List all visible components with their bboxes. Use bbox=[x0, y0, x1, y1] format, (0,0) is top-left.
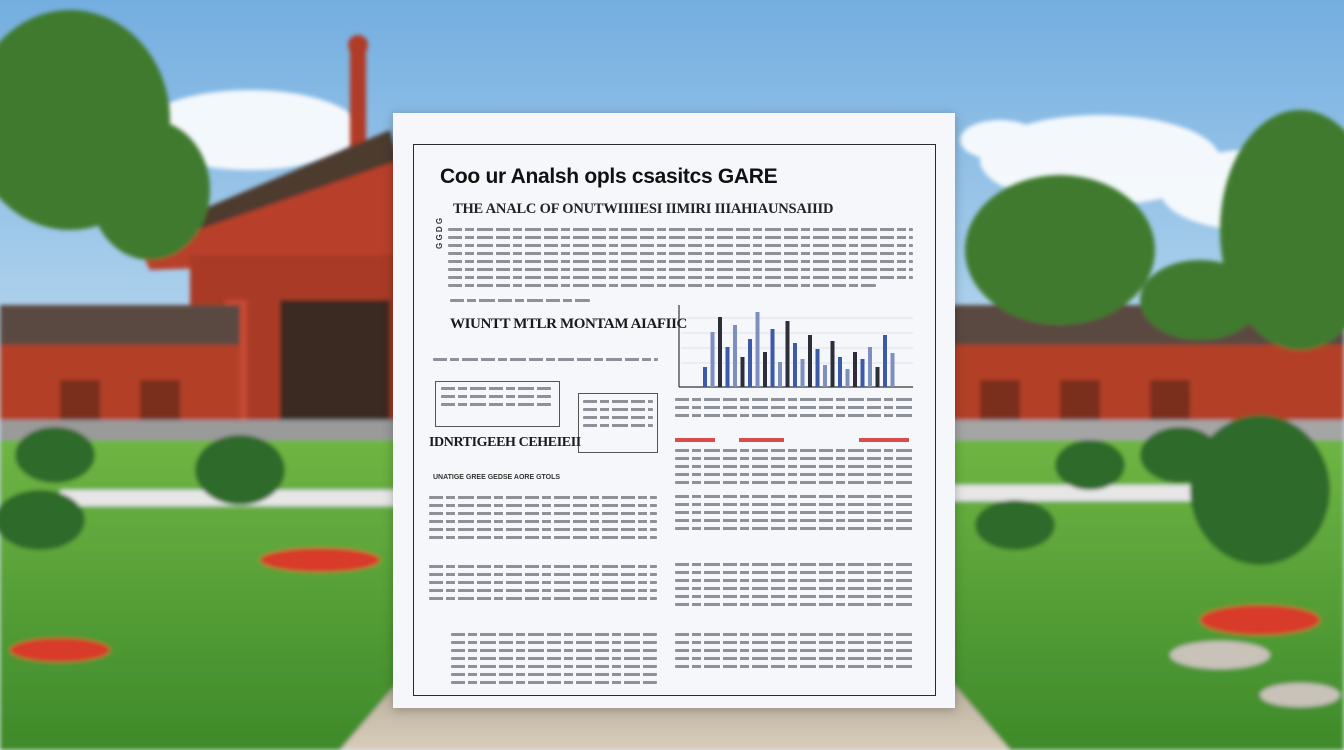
diagram-box-right-text bbox=[583, 400, 653, 432]
chart-bar bbox=[838, 357, 842, 387]
chart-bar bbox=[801, 359, 805, 387]
chart-bar bbox=[771, 329, 775, 387]
section-text bbox=[433, 358, 658, 366]
chart-bar bbox=[703, 367, 707, 387]
chart-bar bbox=[741, 357, 745, 387]
chart-bar bbox=[831, 341, 835, 387]
diagram-box-left-text bbox=[441, 387, 551, 411]
chart-bar bbox=[868, 347, 872, 387]
chart-bar bbox=[748, 339, 752, 387]
chart-bar bbox=[883, 335, 887, 387]
bottom-subheading: UNATIGE GREE GEDSE AORE GTOLS bbox=[433, 474, 561, 481]
chart-bar bbox=[823, 365, 827, 387]
document-subtitle: THE ANALC OF ONUTWIIIIESI IIMIRI IIIAHIAUNSAIIID bbox=[453, 201, 834, 217]
document-sheet bbox=[393, 113, 955, 708]
chart-bar bbox=[763, 352, 767, 387]
document-title: Coo ur Analsh opls csasitcs GARE bbox=[440, 165, 778, 188]
section-heading: WIUNTT MTLR MONTAM AIAFIIC bbox=[450, 316, 687, 332]
bottom-heading: IDNRTIGEEH CEHEIEII bbox=[429, 435, 581, 450]
chart-bar bbox=[726, 347, 730, 387]
chart-bar bbox=[786, 321, 790, 387]
chart-bar bbox=[733, 325, 737, 387]
chart-bar bbox=[861, 359, 865, 387]
document-side-tag: G G D G bbox=[435, 217, 444, 249]
chart-bar bbox=[816, 349, 820, 387]
left-column-text-3 bbox=[451, 633, 657, 689]
right-column-text-1 bbox=[675, 398, 915, 422]
right-column-text-5 bbox=[675, 633, 915, 673]
chart-bar bbox=[756, 312, 760, 387]
left-column-text-1 bbox=[429, 496, 657, 544]
intro-paragraph bbox=[448, 228, 913, 292]
chart-bar bbox=[808, 335, 812, 387]
right-column-text-2 bbox=[675, 449, 915, 489]
chart-bar bbox=[793, 343, 797, 387]
chart-bar bbox=[778, 362, 782, 387]
right-column-text-3 bbox=[675, 495, 915, 535]
chart-bar bbox=[718, 317, 722, 387]
chart-bar bbox=[876, 367, 880, 387]
chart-bar bbox=[711, 332, 715, 387]
chart-bar bbox=[891, 353, 895, 387]
chart-bar bbox=[853, 352, 857, 387]
right-column-text-4 bbox=[675, 563, 915, 611]
chart-bar bbox=[846, 369, 850, 387]
left-column-text-2 bbox=[429, 565, 657, 605]
section-label-line bbox=[450, 299, 590, 307]
document-chart bbox=[673, 303, 917, 393]
